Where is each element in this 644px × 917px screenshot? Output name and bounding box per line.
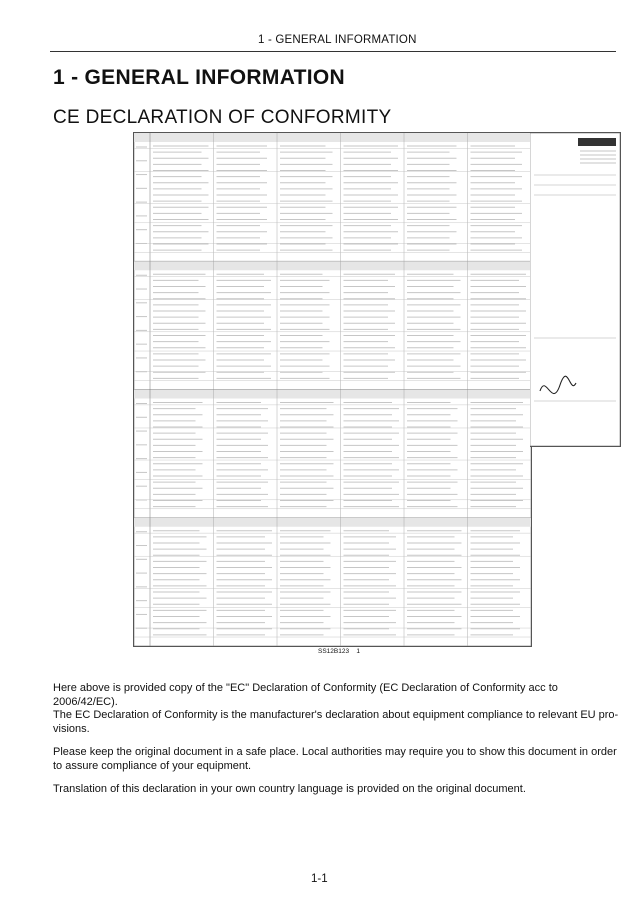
band-header-strip xyxy=(134,518,531,527)
band-header-strip xyxy=(134,390,531,399)
document-code-value: SS12B123 xyxy=(318,648,350,655)
brand-logo-block xyxy=(578,138,616,146)
paragraph-declaration-copy: Here above is provided copy of the "EC" Declaration of Conformity (EC Declaration of Conformity acc to 2006/42/EC). xyxy=(53,682,558,708)
declaration-signature-panel xyxy=(530,132,621,447)
declaration-table-figure xyxy=(134,133,531,646)
band-header-strip xyxy=(134,261,531,270)
paragraph-keep-original: Please keep the original document in a safe place. Local authorities may require you to show this document in order to assure compliance of your equipment. xyxy=(53,746,617,772)
signature-panel-figure xyxy=(530,133,620,446)
document-code xyxy=(318,648,360,655)
page-number: 1-1 xyxy=(311,873,328,885)
document-code-page: 1 xyxy=(356,648,360,655)
paragraph-translation: Translation of this declaration in your own country language is provided on the original document. xyxy=(53,783,526,795)
header-rule xyxy=(50,51,616,52)
panel-frame xyxy=(530,133,620,446)
page-title: 1 - GENERAL INFORMATION xyxy=(53,66,345,89)
section-title: CE DECLARATION OF CONFORMITY xyxy=(53,107,392,128)
handwritten-signature xyxy=(540,376,576,393)
paragraph-manufacturer-declaration: The EC Declaration of Conformity is the manufacturer's declaration about equipment compliance to relevant EU pro-visions. xyxy=(53,709,619,735)
declaration-document-image xyxy=(133,132,532,647)
running-header: 1 - GENERAL INFORMATION xyxy=(258,34,417,46)
band-header-strip xyxy=(134,133,531,142)
